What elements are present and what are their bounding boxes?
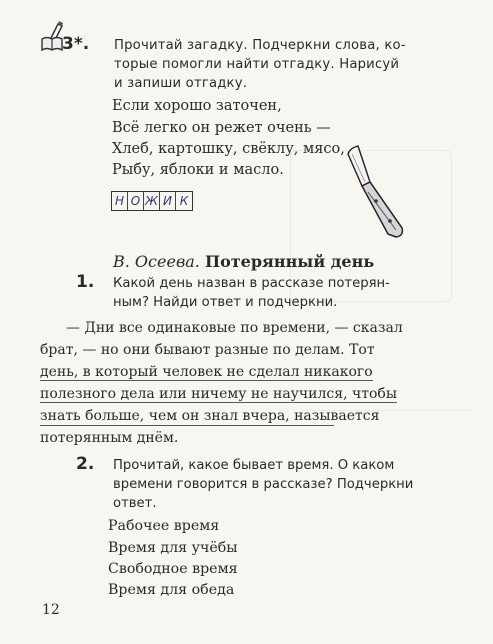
answer-cell[interactable]: О bbox=[128, 192, 144, 210]
book-icon bbox=[40, 36, 64, 52]
knife-drawing bbox=[340, 142, 415, 242]
story-author: В. Осеева. bbox=[113, 252, 200, 271]
story-text-line-6: потерянным днём. bbox=[40, 430, 179, 446]
story-text-line-4: полезного дела или ничему не научился, чтобы bbox=[40, 386, 397, 402]
question-1-line-2: ным? Найди ответ и подчеркни. bbox=[113, 295, 338, 310]
story-text-line-1: — Дни все одинаковые по времени, — сказал bbox=[66, 320, 403, 336]
question-2-number: 2. bbox=[76, 454, 95, 474]
story-text-line-5: знать больше, чем он знал вчера, называется bbox=[40, 408, 380, 424]
answer-cell[interactable]: К bbox=[179, 194, 189, 208]
underline-mark bbox=[40, 425, 334, 426]
story-heading bbox=[113, 252, 374, 271]
answer-cell[interactable]: Ж bbox=[144, 192, 160, 210]
question-1-line-1: Какой день назван в рассказе потерян- bbox=[113, 276, 390, 291]
question-1-number: 1. bbox=[76, 272, 95, 292]
task-3-line-3: и запиши отгадку. bbox=[114, 76, 248, 91]
riddle-line-3: Хлеб, картошку, свёклу, мясо, bbox=[112, 141, 345, 157]
task-3-line-2: торые помогли найти отгадку. Нарисуй bbox=[114, 57, 400, 72]
riddle-line-4: Рыбу, яблоки и масло. bbox=[112, 162, 284, 178]
time-option-4: Время для обеда bbox=[108, 582, 235, 598]
answer-cell[interactable]: Н bbox=[112, 192, 128, 210]
page-number: 12 bbox=[42, 602, 60, 618]
task-3-number: 3*. bbox=[62, 34, 90, 54]
story-text-line-2: брат, — но они бывают разные по делам. Тот bbox=[40, 342, 375, 358]
question-2-line-2: времени говорится в рассказе? Подчеркни bbox=[113, 477, 414, 492]
task-3-line-1: Прочитай загадку. Подчеркни слова, ко- bbox=[114, 38, 406, 53]
question-2-line-3: ответ. bbox=[113, 496, 157, 511]
question-2-line-1: Прочитай, какое бывает время. О каком bbox=[113, 458, 395, 473]
time-option-1: Рабочее время bbox=[108, 518, 220, 534]
time-option-3: Свободное время bbox=[108, 561, 238, 577]
riddle-line-2: Всё легко он режет очень — bbox=[112, 120, 331, 136]
answer-cell[interactable]: И bbox=[160, 192, 176, 210]
story-text-line-3: день, в который человек не сделал никакого bbox=[40, 364, 373, 380]
time-option-2: Время для учёбы bbox=[108, 540, 238, 556]
riddle-line-1: Если хорошо заточен, bbox=[112, 98, 282, 114]
answer-grid[interactable] bbox=[111, 191, 193, 211]
story-title: Потерянный день bbox=[204, 252, 375, 271]
